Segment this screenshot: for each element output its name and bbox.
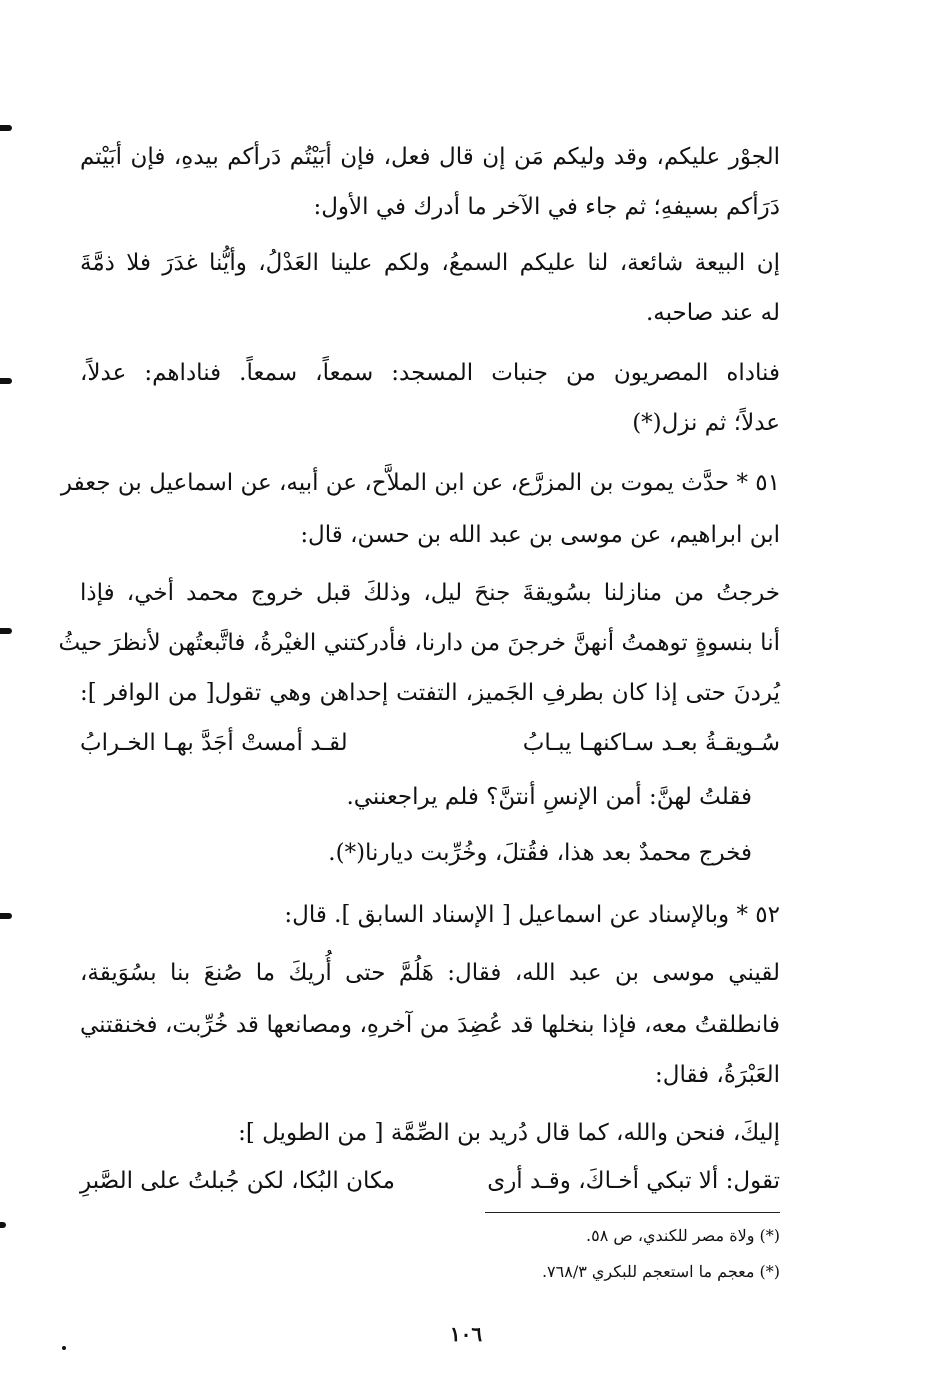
text-line: إن البيعة شائعة، لنا عليكم السمعُ، ولكم علينا العَدْلُ، وأيُّنا غدَرَ فلا ذمَّةَ — [80, 250, 780, 276]
text-line: العَبْرَةُ، فقال: — [654, 1062, 780, 1088]
text-line: فناداه المصريون من جنبات المسجد: سمعاً، سمعاً. فناداهم: عدلاً، — [80, 360, 780, 386]
text-line: دَرَأكم بسيفهِ؛ ثم جاء في الآخر ما أدرك في الأول: — [313, 194, 780, 220]
footnote-divider — [485, 1212, 780, 1213]
text-line: له عند صاحبه. — [645, 300, 780, 326]
text-line: ٥٢ * وبالإسناد عن اسماعيل [ الإسناد السابق ]. قال: — [284, 902, 780, 928]
page-number: ١٠٦ — [449, 1322, 483, 1346]
footnote: (*) معجم ما استعجم للبكري ٧٦٨/٣. — [541, 1262, 780, 1281]
verse-hemistich-left: مكان البُكا، لكن جُبلتُ على الصَّبرِ — [80, 1168, 396, 1194]
text-line: فانطلقتُ معه، فإذا بنخلها قد عُضِدَ من آخرهِ، ومصانعها قد خُرِّبت، فخنقتني — [80, 1012, 780, 1038]
text-line: يُردنَ حتى إذا كان بطرفِ الجَميز، التفتت إحداهن وهي تقول[ من الوافر ]: — [80, 680, 780, 706]
text-line: الجوْر عليكم، وقد وليكم مَن إن قال فعل، فإن أبَيْتُم دَرأكم بيدهِ، فإن أبَيْتم — [80, 144, 781, 170]
text-line: إليكَ، فنحن والله، كما قال دُريد بن الصِّمَّة [ من الطويل ]: — [238, 1120, 780, 1146]
margin-mark — [0, 378, 12, 384]
margin-mark — [0, 628, 12, 634]
margin-mark — [0, 913, 12, 919]
margin-mark — [0, 125, 12, 131]
poem-verse — [80, 1158, 780, 1204]
page-speck — [62, 1346, 66, 1350]
text-line: ابن ابراهيم، عن موسى بن عبد الله بن حسن، قال: — [300, 522, 780, 548]
text-line: أنا بنسوةٍ توهمتُ أنهنَّ خرجنَ من دارنا، فأدركتني الغيْرةُ، فاتَّبعتُهن لأنظرَ حيثُ — [58, 630, 780, 656]
margin-mark — [0, 1222, 6, 1228]
text-line: خرجتُ من منازلنا بسُويقةَ جنحَ ليل، وذلكَ قبل خروج محمد أخي، فإذا — [80, 580, 780, 606]
verse-hemistich-left: لقـد أمستْ أجَدَّ بهـا الخـرابُ — [80, 730, 348, 756]
text-line: فقلتُ لهنَّ: أمن الإنسِ أنتنَّ؟ فلم يراجعنني. — [346, 784, 752, 810]
text-line: لقيني موسى بن عبد الله، فقال: هَلُمَّ حتى أُريكَ ما صُنعَ بنا بسُوَيقة، — [80, 960, 780, 986]
footnote: (*) ولاة مصر للكندي، ص ٥٨. — [586, 1226, 780, 1245]
poem-verse — [80, 720, 780, 766]
verse-hemistich-right: تقول: ألا تبكي أخـاكَ، وقـد أرى — [487, 1168, 780, 1194]
text-line: ٥١ * حدَّث يموت بن المزرَّع، عن ابن الملاَّح، عن أبيه، عن اسماعيل بن جعفر — [60, 470, 780, 496]
text-line: فخرج محمدٌ بعد هذا، فقُتلَ، وخُرِّبت ديارنا(*). — [328, 840, 752, 866]
verse-hemistich-right: سُـويقـةُ بعـد سـاكنهـا يبـابُ — [522, 730, 780, 756]
text-line: عدلاً؛ ثم نزل(*) — [632, 410, 780, 436]
